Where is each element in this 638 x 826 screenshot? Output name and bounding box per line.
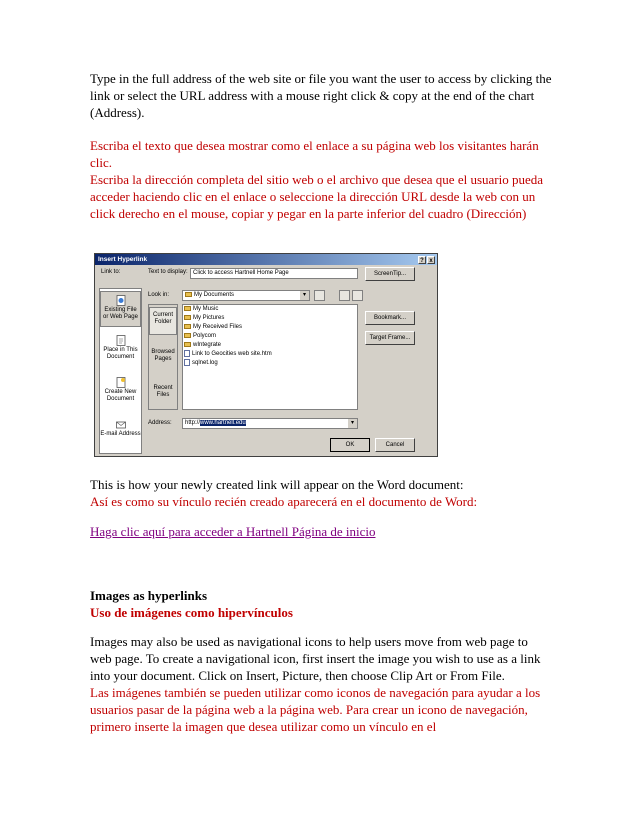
insert-hyperlink-dialog bbox=[94, 253, 438, 457]
text-to-display-label: Text to display: bbox=[148, 269, 188, 275]
list-item[interactable]: wIntegrate bbox=[183, 341, 357, 350]
target-frame-button[interactable]: Target Frame... bbox=[365, 331, 415, 345]
email-icon bbox=[116, 419, 126, 430]
file-list bbox=[182, 304, 358, 410]
intro-english: Type in the full address of the web site or file you want the user to access by clicking the link or select the URL address with a mouse right click & copy at the end of the chart (Address). bbox=[90, 71, 552, 120]
look-in-label: Look in: bbox=[148, 292, 170, 298]
address-label: Address: bbox=[148, 420, 172, 426]
link-place-in-document[interactable]: Place in This Document bbox=[100, 335, 141, 367]
address-input[interactable]: http://www.hartnell.edu ▾ bbox=[182, 418, 358, 429]
dialog-title-bar bbox=[95, 254, 437, 265]
list-item[interactable]: My Music bbox=[183, 305, 357, 314]
link-to-label: Link to: bbox=[101, 269, 121, 275]
images-section bbox=[90, 587, 552, 735]
place-current-folder[interactable]: Current Folder bbox=[149, 307, 177, 335]
link-existing-file[interactable]: Existing File or Web Page bbox=[100, 291, 141, 327]
folder-icon bbox=[184, 333, 191, 338]
screentip-button[interactable]: ScreenTip... bbox=[365, 267, 415, 281]
folder-icon bbox=[184, 342, 191, 347]
after-spanish: Así es como su vínculo recién creado aparecerá en el documento de Word: bbox=[90, 494, 478, 509]
list-item[interactable]: My Received Files bbox=[183, 323, 357, 332]
bookmark-button[interactable]: Bookmark... bbox=[365, 311, 415, 325]
list-item[interactable]: sqlnet.log bbox=[183, 359, 357, 368]
folder-icon bbox=[184, 315, 191, 320]
chevron-down-icon[interactable]: ▾ bbox=[300, 291, 309, 300]
list-item[interactable]: Link to Geocities web site.htm bbox=[183, 350, 357, 359]
web-page-icon bbox=[116, 295, 126, 306]
link-to-bar bbox=[99, 288, 142, 454]
link-create-new-document[interactable]: Create New Document bbox=[100, 377, 141, 409]
place-recent-files[interactable]: Recent Files bbox=[153, 385, 173, 398]
images-english: Images may also be used as navigational icons to help users move from web page to web page. To create a navigational icon, first insert the image you wish to use as a link into your document. Click on Insert, Picture, then choose Clip Art or From File. bbox=[90, 634, 541, 683]
place-browsed-pages[interactable]: Browsed Pages bbox=[151, 349, 175, 362]
heading-spanish: Uso de imágenes como hipervínculos bbox=[90, 605, 293, 620]
search-web-icon[interactable] bbox=[339, 290, 350, 301]
document-page bbox=[90, 70, 552, 222]
text-to-display-input[interactable]: Click to access Hartnell Home Page bbox=[190, 268, 358, 279]
folder-icon bbox=[185, 292, 192, 297]
sample-hyperlink[interactable]: Haga clic aquí para acceder a Hartnell Página de inicio bbox=[90, 524, 376, 539]
places-bar bbox=[148, 304, 178, 410]
chevron-down-icon[interactable]: ▾ bbox=[348, 419, 357, 428]
new-document-icon bbox=[116, 377, 126, 388]
after-section bbox=[90, 476, 552, 541]
cancel-button[interactable]: Cancel bbox=[375, 438, 415, 452]
close-icon[interactable]: x bbox=[427, 256, 435, 264]
folder-icon bbox=[184, 306, 191, 311]
intro-spanish-2: Escriba la dirección completa del sitio web o el archivo que desea que el usuario pueda acceder haciendo clic en el enlace o seleccione la dirección URL desde la web con un click derecho en el mouse, copiar y pegar en la parte inferior del cuadro (Dirección) bbox=[90, 172, 544, 221]
log-file-icon bbox=[184, 359, 190, 366]
dialog-title: Insert Hyperlink bbox=[98, 256, 148, 263]
link-email-address[interactable]: E-mail Address bbox=[100, 419, 141, 451]
ok-button[interactable]: OK bbox=[330, 438, 370, 452]
document-place-icon bbox=[116, 335, 126, 346]
browse-file-icon[interactable] bbox=[352, 290, 363, 301]
images-spanish: Las imágenes también se pueden utilizar como iconos de navegación para ayudar a los usuarios pasar de la página web a la página web. Para crear un icono de navegación, primero inserte la imagen que desea utilizar como un vínculo en el bbox=[90, 685, 541, 734]
list-item[interactable]: Polycom bbox=[183, 332, 357, 341]
heading-english: Images as hyperlinks bbox=[90, 588, 208, 603]
intro-spanish-1: Escriba el texto que desea mostrar como el enlace a su página web los visitantes harán clic. bbox=[90, 138, 539, 170]
folder-icon bbox=[184, 324, 191, 329]
after-english: This is how your newly created link will appear on the Word document: bbox=[90, 477, 464, 492]
look-in-select[interactable]: My Documents ▾ bbox=[182, 290, 310, 301]
up-folder-icon[interactable] bbox=[314, 290, 325, 301]
help-icon[interactable]: ? bbox=[418, 256, 426, 264]
html-file-icon bbox=[184, 350, 190, 357]
list-item[interactable]: My Pictures bbox=[183, 314, 357, 323]
